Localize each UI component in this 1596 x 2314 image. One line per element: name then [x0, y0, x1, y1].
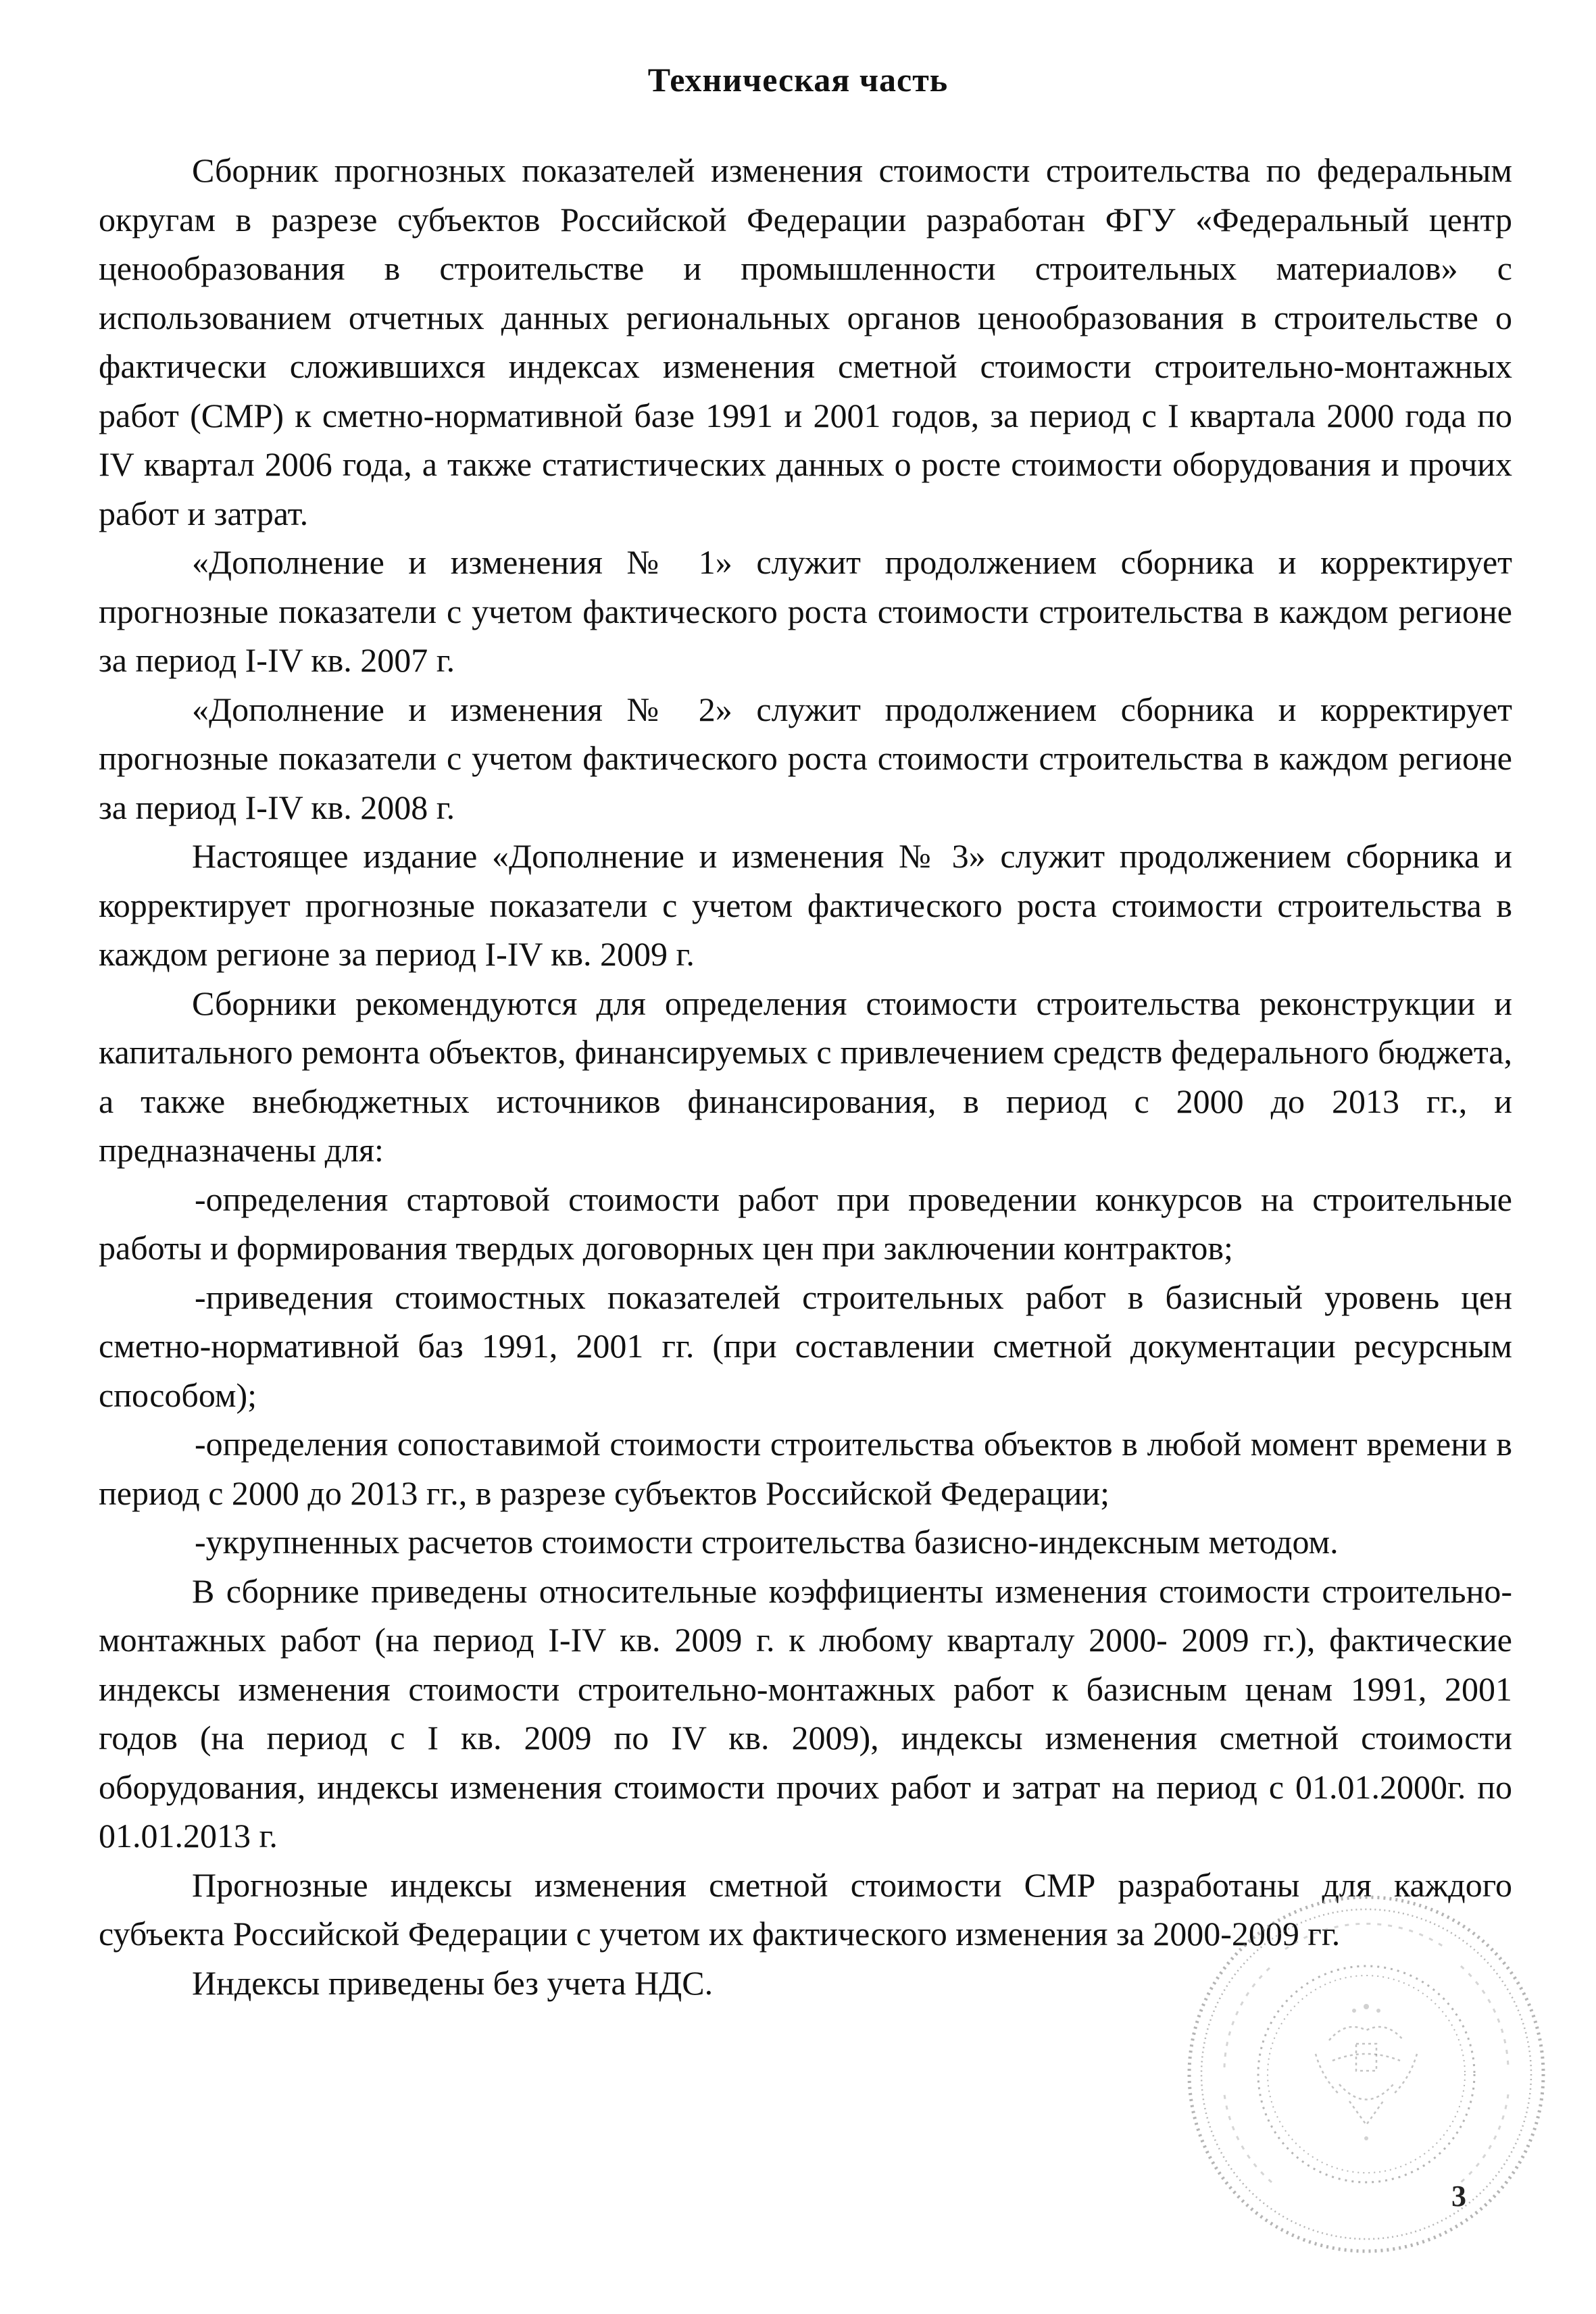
paragraph-supplement-3: Настоящее издание «Дополнение и изменения № 3» служит продолжением сборника и корректирует прогнозные показатели с учетом фактического роста стоимости строительства в каждом регионе за период I-IV кв. 2009 г.	[99, 837, 1512, 973]
page-title: Техническая часть	[647, 61, 949, 99]
paragraph-coefficients: В сборнике приведены относительные коэффициенты изменения стоимости строительно-монтажных работ (на период I-IV кв. 2009 г. к любому кварталу 2000- 2009 гг.), фактические индексы изменения стоимости строительно-монтажных работ к базисным ценам 1991, 2001 годов (на период с I кв. 2009 по IV кв. 2009), индексы изменения сметной стоимости оборудования, индексы изменения стоимости прочих работ и затрат на период с 01.01.2000г. по 01.01.2013 г.	[99, 1571, 1512, 1855]
list-item-base-prices: -приведения стоимостных показателей строительных работ в базисный уровень цен сметно-нормативной баз 1991, 2001 гг. (при составлении сметной документации ресурсным способом);	[99, 1278, 1512, 1414]
paragraph-forecast-indices: Прогнозные индексы изменения сметной стоимости СМР разработаны для каждого субъекта Российской Федерации с учетом их фактического изменения за 2000-2009 гг.	[99, 1865, 1512, 1953]
list-item-comparable-cost: -определения сопоставимой стоимости строительства объектов в любой момент времени в период с 2000 до 2013 гг., в разрезе субъектов Российской Федерации;	[99, 1425, 1512, 1512]
paragraph-vat-note: Индексы приведены без учета НДС.	[192, 1963, 714, 2002]
list-item-starting-cost: -определения стартовой стоимости работ при проведении конкурсов на строительные работы и формирования твердых договорных цен при заключении контрактов;	[99, 1180, 1512, 1267]
page-number: 3	[1451, 2180, 1466, 2213]
list-item-enlarged-calculations: -укрупненных расчетов стоимости строительства базисно-индексным методом.	[195, 1523, 1339, 1561]
paragraph-intro: Сборник прогнозных показателей изменения стоимости строительства по федеральным округам в разрезе субъектов Российской Федерации разработан ФГУ «Федеральный центр ценообразования в строительстве и промышленности строительных материалов» с использованием отчетных данных региональных органов ценообразования в строительстве о фактически сложившихся индексах изменения сметной стоимости строительно-монтажных работ (СМР) к сметно-нормативной базе 1991 и 2001 годов, за период с I квартала 2000 года по IV квартал 2006 года, а также статистических данных о росте стоимости оборудования и прочих работ и затрат.	[99, 151, 1512, 532]
paragraph-supplement-2: «Дополнение и изменения № 2» служит продолжением сборника и корректирует прогнозные показатели с учетом фактического роста стоимости строительства в каждом регионе за период I-IV кв. 2008 г.	[99, 690, 1512, 826]
paragraph-recommendations: Сборники рекомендуются для определения стоимости строительства реконструкции и капитального ремонта объектов, финансируемых с привлечением средств федерального бюджета, а также внебюджетных источников финансирования, в период с 2000 до 2013 гг., и предназначены для:	[99, 984, 1512, 1169]
paragraph-supplement-1: «Дополнение и изменения № 1» служит продолжением сборника и корректирует прогнозные показатели с учетом фактического роста стоимости строительства в каждом регионе за период I-IV кв. 2007 г.	[99, 543, 1512, 679]
document-body	[99, 146, 1512, 2007]
